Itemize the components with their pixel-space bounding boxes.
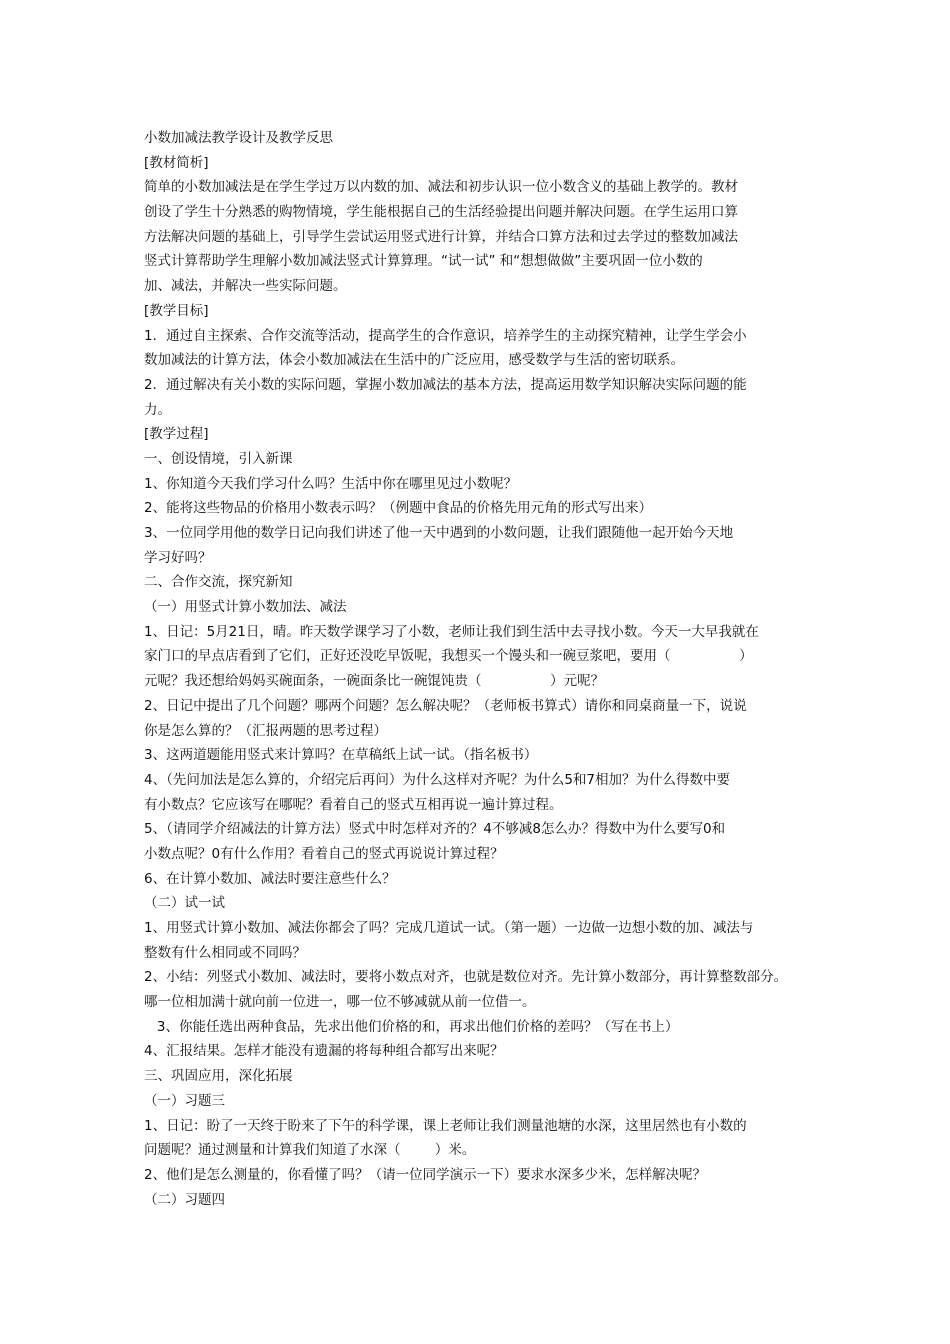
paragraph-line: 力。 [144,401,171,418]
paragraph-line: 2、他们是怎么测量的，你看懂了吗？（请一位同学演示一下）要求水深多少米，怎样解决呢？ [144,1166,707,1183]
paragraph-line: 3、这两道题能用竖式来计算吗？在草稿纸上试一试。（指名板书） [144,747,538,764]
paragraph-line: 1、用竖式计算小数加、减法你都会了吗？完成几道试一试。（第一题）一边做一边想小数的加、减法与 [144,920,754,936]
paragraph-line: 6、在计算小数加、减法时要注意些什么？ [144,870,396,887]
paragraph-line: 有小数点？它应该写在哪呢？看着自己的竖式互相再说一遍计算过程。 [144,796,563,813]
section-heading-teaching-process: [教学过程] [144,426,209,443]
paragraph-line: 4、汇报结果。怎样才能没有遗漏的将每种组合都写出来呢？ [144,1043,504,1060]
paragraph-line: 2、能将这些物品的价格用小数表示吗？（例题中食品的价格先用元角的形式写出来） [144,500,653,517]
paragraph-line: 1、日记：5月21日，晴。昨天数学课学习了小数，老师让我们到生活中去寻找小数。今天一大早我就在 [144,623,759,640]
paragraph-line: 问题呢？通过测量和计算我们知道了水深（ ）米。 [144,1142,476,1159]
subsection-heading: 三、巩固应用，深化拓展 [144,1068,293,1085]
paragraph-line: 小数点呢？0有什么作用？看着自己的竖式再说说计算过程？ [144,845,504,862]
paragraph-line: 学习好吗？ [144,549,212,566]
paragraph-line: 2、日记中提出了几个问题？哪两个问题？怎么解决呢？（老师板书算式）请你和同桌商量一下，说说 [144,697,747,714]
subsection-heading: （二）习题四 [144,1191,225,1208]
paragraph-line: 4、（先问加法是怎么算的，介绍完后再问）为什么这样对齐呢？为什么5和7相加？为什么得数中要 [144,771,731,788]
document-title: 小数加减法教学设计及教学反思 [144,130,333,146]
section-heading-material-analysis: [教材简析] [144,154,209,171]
subsection-heading: 二、合作交流，探究新知 [144,574,293,591]
paragraph-line: 2．通过解决有关小数的实际问题，掌握小数加减法的基本方法，提高运用数学知识解决实际问题的能 [144,376,747,393]
paragraph-line: 1、你知道今天我们学习什么吗？生活中你在哪里见过小数呢？ [144,475,518,492]
subsection-heading: （一）习题三 [144,1092,225,1109]
paragraph-line: 1．通过自主探索、合作交流等活动，提高学生的合作意识，培养学生的主动探究精神，让学生学会小 [144,327,747,344]
paragraph-line: 2、小结：列竖式小数加、减法时，要将小数点对齐，也就是数位对齐。先计算小数部分，再计算整数部分。 [144,969,788,986]
paragraph-line: 整数有什么相同或不同吗？ [144,944,306,961]
subsection-heading: （一）用竖式计算小数加法、减法 [144,599,347,616]
paragraph-line: 加、减法，并解决一些实际问题。 [144,278,347,295]
document-page [144,126,820,1212]
paragraph-line: 简单的小数加减法是在学生学过万以内数的加、减法和初步认识一位小数含义的基础上教学的。教材 [144,179,738,196]
paragraph-line: 数加减法的计算方法，体会小数加减法在生活中的广泛应用，感受数学与生活的密切联系。 [144,352,684,369]
subsection-heading: （二）试一试 [144,895,225,912]
paragraph-line: 1、日记：盼了一天终于盼来了下午的科学课，课上老师让我们测量池塘的水深，这里居然也有小数的 [144,1117,747,1134]
section-heading-teaching-goals: [教学目标] [144,302,209,319]
paragraph-line: 3、你能任选出两种食品，先求出他们价格的和，再求出他们价格的差吗？（写在书上） [144,1018,679,1035]
paragraph-line: 方法解决问题的基础上，引导学生尝试运用竖式进行计算，并结合口算方法和过去学过的整数加减法 [144,228,738,245]
paragraph-line: 元呢？我还想给妈妈买碗面条，一碗面条比一碗馄饨贵（ ）元呢？ [144,673,605,690]
paragraph-line: 哪一位相加满十就向前一位进一，哪一位不够减就从前一位借一。 [144,994,536,1011]
paragraph-line: 3、一位同学用他的数学日记向我们讲述了他一天中遇到的小数问题，让我们跟随他一起开始今天地 [144,525,734,541]
subsection-heading: 一、创设情境，引入新课 [144,450,293,467]
paragraph-line: 竖式计算帮助学生理解小数加减法竖式计算算理。“试一试” 和“想想做做”主要巩固一位小数的 [144,253,703,270]
paragraph-line: 创设了学生十分熟悉的购物情境，学生能根据自己的生活经验提出问题并解决问题。在学生运用口算 [144,204,738,221]
paragraph-line: 你是怎么算的？（汇报两题的思考过程） [144,722,387,739]
paragraph-line: 家门口的早点店看到了它们，正好还没吃早饭呢，我想买一个馒头和一碗豆浆吧，要用（ ） [144,648,753,665]
paragraph-line: 5、（请同学介绍减法的计算方法）竖式中时怎样对齐的？4不够减8怎么办？得数中为什么要写0和 [144,821,726,838]
